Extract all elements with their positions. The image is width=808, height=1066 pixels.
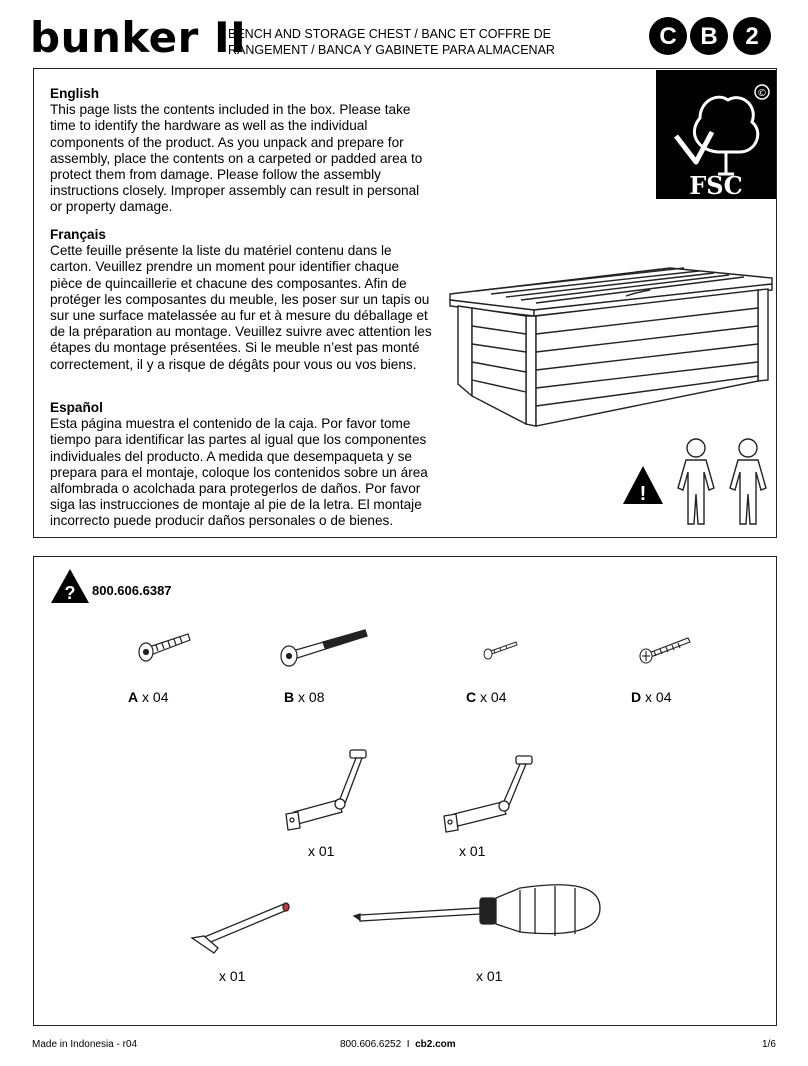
lang-title-francais: Français bbox=[50, 227, 106, 242]
svg-text:2: 2 bbox=[745, 23, 759, 50]
hardware-qty-d: x 04 bbox=[641, 689, 672, 705]
brand-title: bunker II bbox=[30, 13, 247, 62]
subtitle-line-1: BENCH AND STORAGE CHEST / BANC ET COFFRE DE bbox=[228, 27, 551, 41]
footer-phone: 800.606.6252 bbox=[340, 1039, 402, 1050]
fsc-label: FSC bbox=[689, 171, 743, 199]
bolt-a-icon bbox=[134, 628, 194, 664]
lid-hinge-right-icon bbox=[436, 752, 536, 840]
screw-c-icon bbox=[480, 638, 520, 662]
footer-origin: Made in Indonesia - r04 bbox=[32, 1039, 138, 1050]
help-icon bbox=[50, 568, 90, 604]
hardware-label-a bbox=[128, 689, 168, 705]
section-espanol bbox=[50, 400, 435, 530]
help-symbol: ? bbox=[64, 583, 76, 603]
screwdriver-qty: x 01 bbox=[476, 968, 503, 984]
subtitle-line-2: RANGEMENT / BANCA Y GABINETE PARA ALMACENAR bbox=[228, 43, 555, 57]
fsc-logo bbox=[656, 70, 776, 199]
hinge-left-qty: x 01 bbox=[308, 843, 335, 859]
svg-text:B: B bbox=[700, 23, 718, 50]
lang-body-english: This page lists the contents included in the box. Please take time to identify the hardware as well as the individual components of the product. As you unpack and prepare for assembly, place the contents on a carpeted or padded area to protect them from damage. Please follow the assembly instructions closely. Improper assembly can result in personal or property damage. bbox=[50, 102, 423, 215]
lid-hinge-left-icon bbox=[278, 746, 374, 838]
hardware-label-c bbox=[466, 689, 506, 705]
hardware-letter-d: D bbox=[631, 689, 642, 705]
footer-website-link[interactable]: cb2.com bbox=[415, 1039, 456, 1050]
hardware-letter-b: B bbox=[284, 689, 295, 705]
page-number: 1/6 bbox=[762, 1039, 776, 1050]
lang-title-espanol: Español bbox=[50, 400, 103, 415]
footer-contact bbox=[340, 1039, 456, 1050]
help-phone: 800.606.6387 bbox=[92, 583, 172, 598]
allen-key-qty: x 01 bbox=[219, 968, 246, 984]
warning-symbol: ! bbox=[639, 483, 647, 505]
hardware-qty-a: x 04 bbox=[138, 689, 169, 705]
screw-d-icon bbox=[634, 634, 694, 668]
svg-text:C: C bbox=[659, 23, 677, 50]
hardware-label-b bbox=[284, 689, 324, 705]
section-english bbox=[50, 86, 435, 216]
hardware-qty-b: x 08 bbox=[294, 689, 325, 705]
hardware-label-d bbox=[631, 689, 671, 705]
warning-icon bbox=[621, 464, 665, 506]
hardware-panel bbox=[33, 556, 777, 1026]
bolt-b-icon bbox=[275, 626, 371, 668]
two-person-icon bbox=[672, 436, 776, 528]
cb2-logo bbox=[648, 16, 776, 56]
lang-body-espanol: Esta página muestra el contenido de la caja. Por favor tome tiempo para identificar las partes al igual que los componentes individuales del producto. A medida que desempaqueta y se prepara para el montaje, coloque los contenidos sobre un área alfombrada o acolchada para protegerlos de daños. Por favor siga las instrucciones de montaje al pie de la letra. El montaje incorrecto puede producir daños personales o de bienes. bbox=[50, 416, 428, 529]
footer-separator: I bbox=[406, 1039, 410, 1050]
hardware-letter-c: C bbox=[466, 689, 477, 705]
lang-title-english: English bbox=[50, 86, 100, 101]
screwdriver-icon bbox=[350, 876, 610, 946]
hinge-right-qty: x 01 bbox=[459, 843, 486, 859]
hardware-qty-c: x 04 bbox=[476, 689, 507, 705]
storage-chest-illustration bbox=[446, 246, 776, 430]
allen-key-icon bbox=[186, 898, 298, 958]
fsc-mark: © bbox=[757, 88, 767, 99]
product-subtitle bbox=[228, 26, 588, 58]
hardware-letter-a: A bbox=[128, 689, 139, 705]
section-francais bbox=[50, 227, 435, 373]
lang-body-francais: Cette feuille présente la liste du matériel contenu dans le carton. Veuillez prendre un moment pour identifier chaque pièce de quincaillerie et chacune des composantes. Afin de protéger les composantes du meuble, les poser sur un tapis ou sur une surface matelassée au fur et à mesure du déballage et de la préparation au montage. Veuillez suivre avec attention les étapes du montage présentées. Si le meuble n’est pas monté correctement, il y a risque de dégâts pour vous ou vos biens. bbox=[50, 243, 432, 372]
